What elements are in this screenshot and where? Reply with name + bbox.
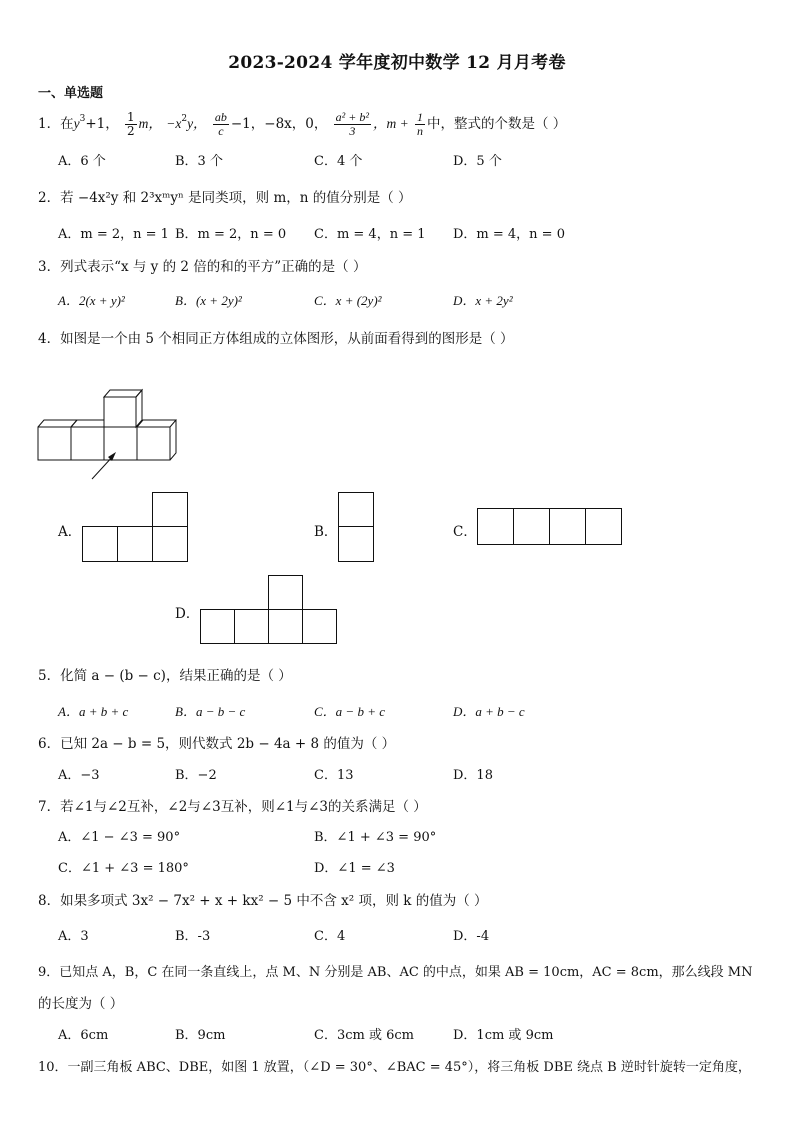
q3-option-a[interactable]: A．2(x + y)² xyxy=(58,293,125,308)
question-1-stem: 1．在$y^3+1$， $\frac{1}{2}$ m， $-x^2y$， $\frac{ab}{c}$ −1，−8x，0， $\frac{\text{a² + b²}}{3}$ ，m + $\frac{1}{n}$ 中，整式的个数是（ ） xyxy=(38,110,567,138)
q7-option-a[interactable]: A．∠1 − ∠3 = 90° xyxy=(58,830,181,845)
q3-option-d[interactable]: D．x + 2y² xyxy=(453,293,513,308)
section-heading: 一、单选题 xyxy=(38,86,104,101)
q5-option-d[interactable]: D．a + b − c xyxy=(453,704,525,719)
question-3-stem: 3．列式表示“x 与 y 的 2 倍的和的平方”正确的是（ ） xyxy=(38,259,367,275)
q8-option-d[interactable]: D．-4 xyxy=(453,929,490,944)
q6-option-d[interactable]: D．18 xyxy=(453,768,493,783)
q7-option-d[interactable]: D．∠1 = ∠3 xyxy=(314,861,395,876)
question-8-stem: 8．如果多项式 3x² − 7x² + x + kx² − 5 中不含 x² 项，则 k 的值为（ ） xyxy=(38,893,488,909)
q8-option-b[interactable]: B．-3 xyxy=(175,929,211,944)
q8-option-a[interactable]: A．3 xyxy=(58,929,89,944)
q1-option-d[interactable]: D．5 个 xyxy=(453,154,502,169)
q9-option-d[interactable]: D．1cm 或 9cm xyxy=(453,1028,554,1043)
fraction-one-over-n: $\frac{1}{n}$ xyxy=(417,110,423,138)
q1-option-c[interactable]: C．4 个 xyxy=(314,154,363,169)
q4-option-a-figure[interactable] xyxy=(82,492,188,562)
q5-option-a[interactable]: A．a + b + c xyxy=(58,704,129,719)
question-10-stem: 10．一副三角板 ABC、DBE，如图 1 放置，（∠D = 30°、∠BAC = 45°），将三角板 DBE 绕点 B 逆时针旋转一定角度， xyxy=(38,1060,751,1075)
q1-option-a[interactable]: A．6 个 xyxy=(58,154,106,169)
q4-option-a-label[interactable]: A． xyxy=(58,524,82,540)
q4-option-d-label[interactable]: D． xyxy=(175,606,200,622)
q9-option-c[interactable]: C．3cm 或 6cm xyxy=(314,1028,414,1043)
q4-option-c-figure[interactable] xyxy=(477,508,623,546)
q2-option-c[interactable]: C．m = 4，n = 1 xyxy=(314,227,426,242)
q2-option-a[interactable]: A．m = 2，n = 1 xyxy=(58,227,169,242)
question-5-stem: 5．化简 a − (b − c)，结果正确的是（ ） xyxy=(38,668,292,684)
question-2-stem: 2．若 −4x²y 和 2³xᵐyⁿ 是同类项，则 m，n 的值分别是（ ） xyxy=(38,190,412,206)
question-6-stem: 6．已知 2a − b = 5，则代数式 2b − 4a + 8 的值为（ ） xyxy=(38,736,396,752)
question-9-stem-line-2: 的长度为（ ） xyxy=(38,996,124,1012)
q4-option-d-figure[interactable] xyxy=(200,575,340,645)
q7-option-b[interactable]: B．∠1 + ∠3 = 90° xyxy=(314,830,437,845)
q1-option-b[interactable]: B．3 个 xyxy=(175,154,223,169)
q4-option-c-label[interactable]: C． xyxy=(453,524,477,540)
question-7-stem: 7．若∠1与∠2互补，∠2与∠3互补，则∠1与∠3的关系满足（ ） xyxy=(38,799,427,815)
fraction-a2b2-over-3: $\frac{\text{a² + b²}}{3}$ xyxy=(335,110,369,138)
q6-option-c[interactable]: C．13 xyxy=(314,768,354,783)
q6-option-b[interactable]: B．−2 xyxy=(175,768,217,783)
question-4-stem: 4．如图是一个由 5 个相同正方体组成的立体图形，从前面看得到的图形是（ ） xyxy=(38,331,514,347)
q2-option-b[interactable]: B．m = 2，n = 0 xyxy=(175,227,287,242)
q5-option-b[interactable]: B．a − b − c xyxy=(175,704,246,719)
q4-option-b-label[interactable]: B． xyxy=(314,524,338,540)
q6-option-a[interactable]: A．−3 xyxy=(58,768,100,783)
fraction-ab-over-c: $\frac{ab}{c}$ xyxy=(214,110,227,138)
q3-option-c[interactable]: C．x + (2y)² xyxy=(314,293,382,308)
q4-option-b-figure[interactable] xyxy=(338,492,375,562)
q7-option-c[interactable]: C．∠1 + ∠3 = 180° xyxy=(58,861,189,876)
q9-option-b[interactable]: B．9cm xyxy=(175,1028,226,1043)
q5-option-c[interactable]: C．a − b + c xyxy=(314,704,385,719)
page-title: 2023-2024 学年度初中数学 12 月月考卷 xyxy=(228,53,566,73)
q3-option-b[interactable]: B．(x + 2y)² xyxy=(175,293,242,308)
q2-option-d[interactable]: D．m = 4，n = 0 xyxy=(453,227,565,242)
q8-option-c[interactable]: C．4 xyxy=(314,929,346,944)
question-9-stem-line-1: 9．已知点 A，B，C 在同一条直线上，点 M、N 分别是 AB、AC 的中点，如果 AB = 10cm，AC = 8cm，那么线段 MN xyxy=(38,965,753,980)
cube-solid-figure xyxy=(36,393,186,485)
fraction-one-half: $\frac{1}{2}$ xyxy=(127,110,135,138)
q9-option-a[interactable]: A．6cm xyxy=(58,1028,109,1043)
